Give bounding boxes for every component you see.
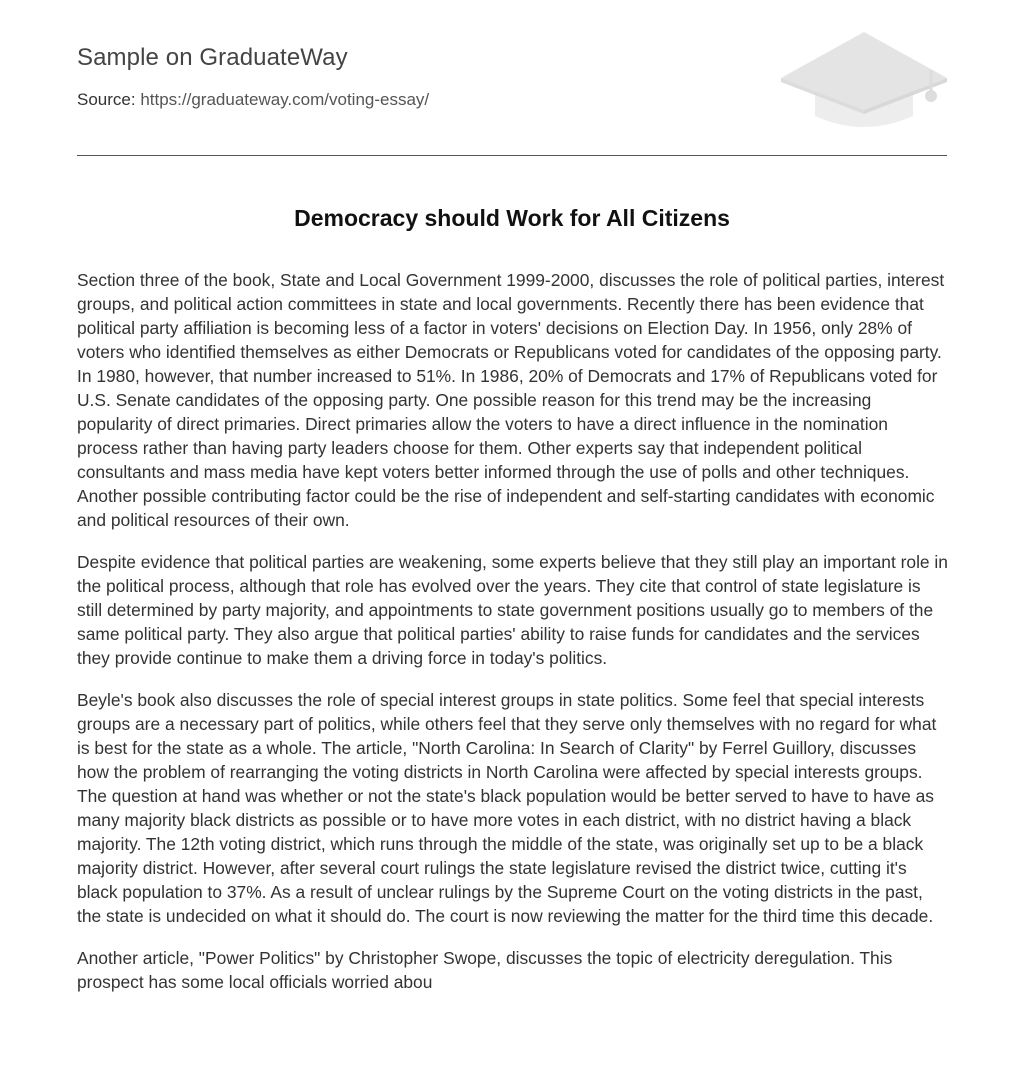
source-line — [77, 90, 429, 110]
graduation-cap-icon — [781, 30, 947, 134]
essay-paragraph: Section three of the book, State and Local Government 1999-2000, discusses the role of political parties, interest groups, and political action committees in state and local governments. Recently there has been evidence that political party affiliation is becoming less of a factor in voters' decisions on Election Day. In 1956, only 28% of voters who identified themselves as either Democrats or Republicans voted for candidates of the opposing party. In 1980, however, that number increased to 51%. In 1986, 20% of Democrats and 17% of Republicans voted for U.S. Senate candidates of the opposing party. One possible reason for this trend may be the increasing popularity of direct primaries. Direct primaries allow the voters to have a direct influence in the nomination process rather than having party leaders choose for them. Other experts say that independent political consultants and mass media have kept voters better informed through the use of polls and other techniques. Another possible contributing factor could be the rise of independent and self-starting candidates with economic and political resources of their own. — [77, 270, 945, 530]
source-link[interactable]: https://graduateway.com/voting-essay/ — [140, 90, 430, 109]
page-header — [77, 0, 947, 156]
site-title: Sample on GraduateWay — [77, 44, 348, 71]
essay-title: Democracy should Work for All Citizens — [294, 205, 730, 231]
essay-paragraph: Beyle's book also discusses the role of special interest groups in state politics. Some feel that special interests groups are a necessary part of politics, while others feel that they serve only themselves with no regard for what is best for the state as a whole. The article, "North Carolina: In Search of Clarity" by Ferrel Guillory, discusses how the problem of rearranging the voting districts in North Carolina were affected by special interests groups. The question at hand was whether or not the state's black population would be better served to have to have as many majority black districts as possible or to have more votes in each district, with no district having a black majority. The 12th voting district, which runs through the middle of the state, was originally set up to be a black majority district. However, after several court rulings the state legislature revised the district twice, cutting it's black population to 37%. As a result of unclear rulings by the Supreme Court on the voting districts in the past, the state is undecided on what it should do. The court is now reviewing the matter for the third time this decade. — [77, 690, 937, 926]
source-label: Source: — [77, 90, 136, 109]
essay-paragraph: Despite evidence that political parties are weakening, some experts believe that they still play an important role in the political process, although that role has evolved over the years. They cite that control of state legislature is still determined by party majority, and appointments to state government positions usually go to members of the same political party. They also argue that political parties' ability to raise funds for candidates and the services they provide continue to make them a driving force in today's politics. — [77, 552, 948, 668]
header-divider — [77, 155, 947, 156]
essay-paragraph: Another article, "Power Politics" by Christopher Swope, discusses the topic of electricity deregulation. This prospect has some local officials worried abou — [77, 948, 893, 992]
essay-body — [77, 268, 949, 1012]
